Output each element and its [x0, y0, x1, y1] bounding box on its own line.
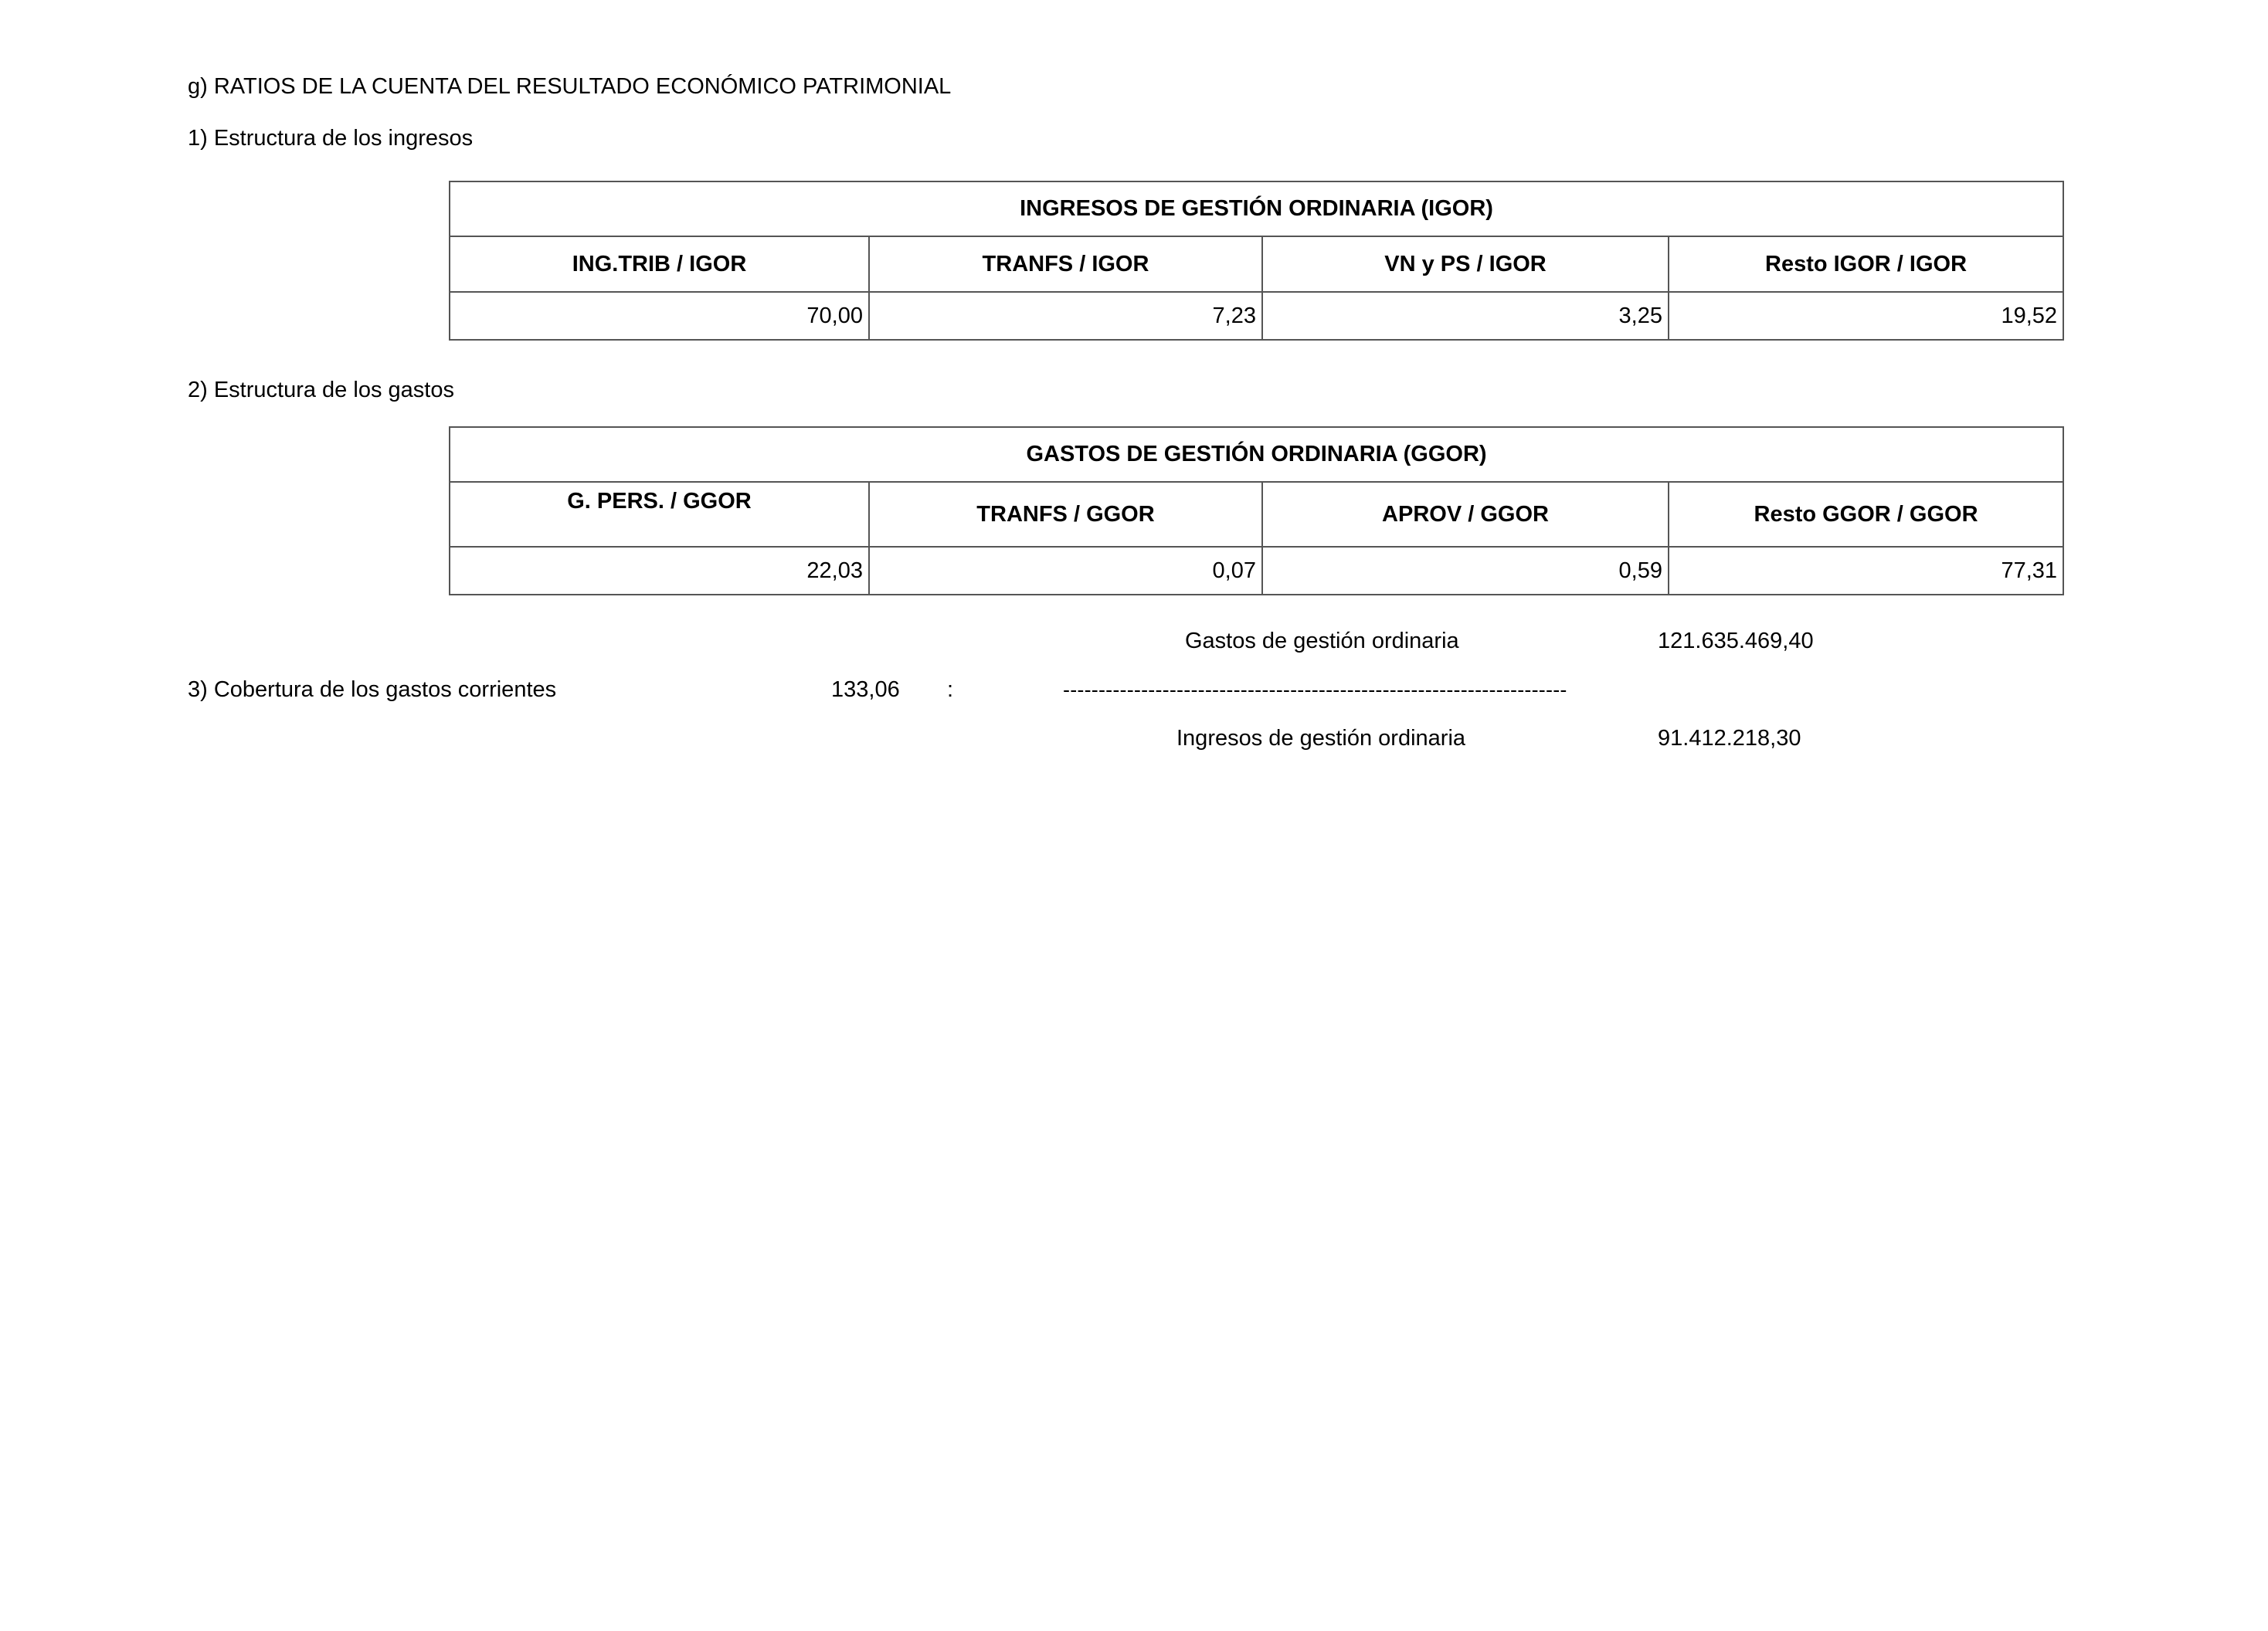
gastos-value-aprov: 0,59	[1262, 547, 1669, 595]
section-ingresos-label: 1) Estructura de los ingresos	[188, 126, 474, 151]
gastos-value-tranfs: 0,07	[869, 547, 1262, 595]
ingresos-table-caption: INGRESOS DE GESTIÓN ORDINARIA (IGOR)	[450, 181, 2063, 236]
ingresos-value-ing-trib: 70,00	[450, 292, 869, 340]
ingresos-header-tranfs: TRANFS / IGOR	[869, 236, 1262, 292]
section-gastos-label: 2) Estructura de los gastos	[188, 378, 454, 402]
gastos-table-caption: GASTOS DE GESTIÓN ORDINARIA (GGOR)	[450, 427, 2063, 482]
ingresos-value-tranfs: 7,23	[869, 292, 1262, 340]
gastos-value-g-pers: 22,03	[450, 547, 869, 595]
ingresos-header-ing-trib: ING.TRIB / IGOR	[450, 236, 869, 292]
ingresos-value-vn-ps: 3,25	[1262, 292, 1669, 340]
gastos-header-resto: Resto GGOR / GGOR	[1669, 482, 2063, 547]
gastos-header-g-pers: G. PERS. / GGOR	[450, 482, 869, 547]
gastos-header-tranfs: TRANFS / GGOR	[869, 482, 1262, 547]
ingresos-table	[449, 181, 2064, 341]
fraction-line: -----------------------------------------------------------------------	[1063, 678, 1567, 701]
gastos-header-aprov: APROV / GGOR	[1262, 482, 1669, 547]
gastos-value-resto: 77,31	[1669, 547, 2063, 595]
ingresos-value-resto: 19,52	[1669, 292, 2063, 340]
cobertura-ratio-value: 133,06	[831, 677, 900, 702]
numerator-label: Gastos de gestión ordinaria	[1185, 629, 1459, 653]
section-cobertura-label: 3) Cobertura de los gastos corrientes	[188, 677, 557, 702]
cobertura-separator: :	[947, 677, 954, 702]
document-title: g) RATIOS DE LA CUENTA DEL RESULTADO ECONÓMICO PATRIMONIAL	[188, 74, 952, 99]
ingresos-header-resto: Resto IGOR / IGOR	[1669, 236, 2063, 292]
numerator-value: 121.635.469,40	[1658, 629, 1814, 653]
ingresos-header-vn-ps: VN y PS / IGOR	[1262, 236, 1669, 292]
gastos-table	[449, 426, 2064, 595]
denominator-value: 91.412.218,30	[1658, 726, 1801, 751]
denominator-label: Ingresos de gestión ordinaria	[1176, 726, 1466, 751]
